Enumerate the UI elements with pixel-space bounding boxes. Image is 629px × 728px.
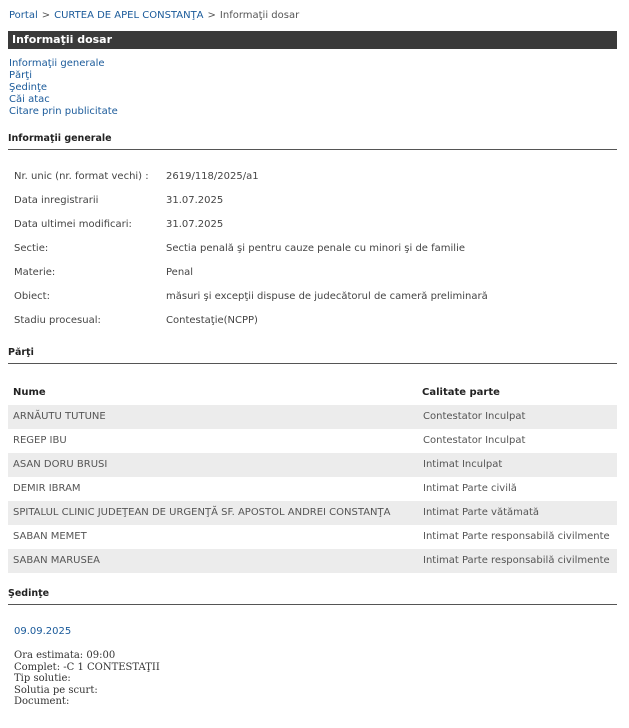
info-label: Data inregistrarii: [14, 195, 99, 206]
hearing-solution-summary: Solutia pe scurt:: [14, 684, 98, 696]
info-value: măsuri şi excepţii dispuse de judecătorul de cameră preliminară: [166, 291, 488, 302]
table-row: [8, 525, 617, 549]
info-label: Nr. unic (nr. format vechi) :: [14, 171, 149, 182]
party-quality: Intimat Parte vătămată: [423, 507, 540, 518]
info-value: 31.07.2025: [166, 195, 224, 206]
info-label: Materie:: [14, 267, 56, 278]
nav-link-informatii-generale[interactable]: Informaţii generale: [9, 58, 105, 69]
hearing-panel: Complet: -C 1 CONTESTAŢII: [14, 661, 160, 673]
party-quality: Intimat Parte responsabilă civilmente: [423, 555, 610, 566]
info-value: Contestaţie(NCPP): [166, 315, 258, 326]
section-heading-parti: [8, 347, 617, 364]
party-quality: Contestator Inculpat: [423, 411, 526, 422]
column-header-quality: Calitate parte: [422, 387, 500, 398]
parties-table-header: [8, 382, 617, 404]
party-quality: Intimat Parte civilă: [423, 483, 517, 494]
column-header-name: Nume: [13, 387, 46, 398]
section-heading-label: Şedinţe: [8, 588, 50, 599]
table-row: [8, 453, 617, 477]
party-name: SABAN MARUSEA: [13, 555, 100, 566]
party-name: DEMIR IBRAM: [13, 483, 81, 494]
party-quality: Intimat Inculpat: [423, 459, 503, 470]
table-row: [8, 501, 617, 525]
info-label: Data ultimei modificari:: [14, 219, 132, 230]
info-value: Sectia penală şi pentru cauze penale cu minori şi de familie: [166, 243, 466, 254]
section-heading-label: Informaţii generale: [8, 133, 112, 144]
party-name: REGEP IBU: [13, 435, 67, 446]
breadcrumb-court-link[interactable]: CURTEA DE APEL CONSTANŢA: [54, 10, 204, 21]
breadcrumb-separator: >: [207, 10, 216, 21]
section-heading-label: Părţi: [8, 347, 34, 358]
info-value: 2619/118/2025/a1: [166, 171, 259, 182]
table-row: [8, 477, 617, 501]
table-row: [8, 549, 617, 573]
info-value: Penal: [166, 267, 194, 278]
info-label: Sectie:: [14, 243, 49, 254]
party-quality: Contestator Inculpat: [423, 435, 526, 446]
table-row: [8, 405, 617, 429]
info-row-obiect: [14, 291, 614, 305]
party-quality: Intimat Parte responsabilă civilmente: [423, 531, 610, 542]
info-row-data-ultimei-modificari: [14, 219, 614, 233]
info-row-nr-unic: [14, 171, 614, 185]
hearing-solution-type: Tip solutie:: [14, 673, 71, 684]
breadcrumb: [9, 10, 299, 21]
nav-link-parti[interactable]: Părţi: [9, 70, 32, 81]
nav-link-cai-atac[interactable]: Căi atac: [9, 94, 50, 105]
info-row-sectie: [14, 243, 614, 257]
section-nav: [9, 58, 118, 118]
hearing-document: Document:: [14, 696, 70, 707]
party-name: ARNĂUTU TUTUNE: [13, 411, 106, 422]
party-name: ASAN DORU BRUSI: [13, 459, 108, 470]
section-heading-informatii-generale: [8, 133, 617, 150]
breadcrumb-separator: >: [41, 10, 51, 21]
page-header: [8, 31, 617, 49]
info-label: Obiect:: [14, 291, 50, 302]
hearing-estimated-time: Ora estimata: 09:00: [14, 650, 116, 661]
hearing-details: [14, 650, 160, 708]
breadcrumb-current: Informaţii dosar: [219, 10, 300, 21]
nav-link-citare-prin-publicitate[interactable]: Citare prin publicitate: [9, 106, 118, 117]
info-label: Stadiu procesual:: [14, 315, 101, 326]
party-name: SABAN MEMET: [13, 531, 87, 542]
page-title: Informaţii dosar: [12, 33, 113, 46]
table-row: [8, 429, 617, 453]
section-heading-sedinte: [8, 588, 617, 605]
hearing-date: 09.09.2025: [14, 626, 72, 637]
info-row-materie: [14, 267, 614, 281]
party-name: SPITALUL CLINIC JUDEŢEAN DE URGENŢĂ SF. APOSTOL ANDREI CONSTANŢA: [13, 507, 391, 518]
info-value: 31.07.2025: [166, 219, 224, 230]
info-row-stadiu-procesual: [14, 315, 614, 329]
breadcrumb-portal-link[interactable]: Portal: [9, 10, 38, 21]
nav-link-sedinte[interactable]: Şedinţe: [9, 82, 48, 93]
info-row-data-inregistrarii: [14, 195, 614, 209]
